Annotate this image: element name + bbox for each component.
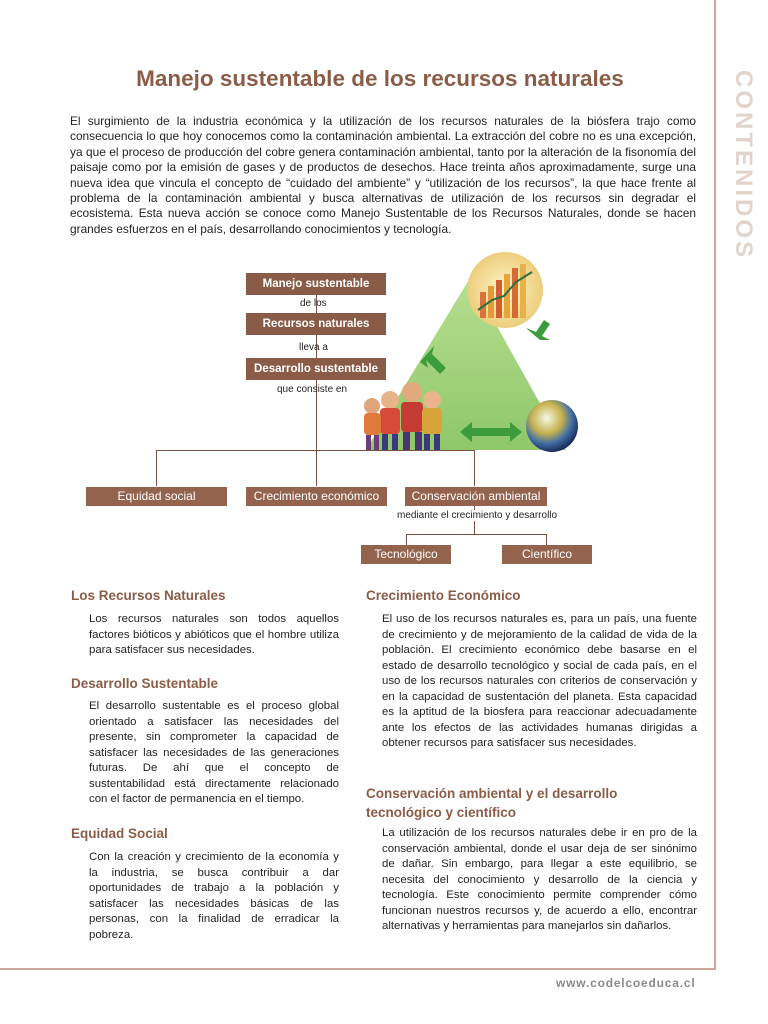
connector-de-los: de los [300, 298, 327, 309]
heading-equidad-social: Equidad Social [71, 826, 168, 841]
globe-icon [526, 400, 578, 452]
box-desarrollo-sustentable: Desarrollo sustentable [246, 358, 386, 380]
connector-mediante: mediante el crecimiento y desarrollo [397, 510, 558, 521]
box-crecimiento-economico: Crecimiento económico [246, 487, 387, 506]
box-cientifico: Científico [502, 545, 592, 564]
text-equidad-social: Con la creación y crecimiento de la economía y la industria, se busca contribuir a dar oportunidades de trabajo a la población y satisfacer las necesidades básicas de las personas, con la finalidad de erradicar la pobreza. [89, 851, 339, 941]
box-equidad-social: Equidad social [86, 487, 227, 506]
branch-tick-2 [316, 450, 317, 486]
heading-crecimiento-economico: Crecimiento Económico [366, 588, 521, 603]
text-recursos-naturales: Los recursos naturales son todos aquellos factores bióticos y abióticos que el hombre utiliza para satisfacer sus necesidades. [89, 613, 339, 656]
text-desarrollo-sustentable: El desarrollo sustentable es el proceso global orientado a satisfacer las necesidades del presente, sin comprometer la capacidad de satisfacer las necesidades de las generaciones futuras. De ahí que el concepto de sustentabilidad está directamente relacionado con el factor de permanencia en el tiempo. [89, 700, 339, 805]
connector-que-consiste-en: que consiste en [277, 384, 348, 395]
sub-tick-1 [406, 534, 407, 545]
box-tecnologico: Tecnológico [361, 545, 451, 564]
page-frame-bottom [0, 968, 716, 970]
heading-conservacion-ambiental: Conservación ambiental y el desarrollo tecnológico y científico [366, 786, 618, 820]
sustainability-triangle-illustration [360, 250, 580, 482]
page-title: Manejo sustentable de los recursos naturales [136, 66, 624, 91]
sub-branch-line [406, 534, 546, 535]
text-conservacion-ambiental: La utilización de los recursos naturales debe ir en pro de la conservación ambiental, donde el usar deja de ser sinónimo de dañar. Sin embargo, para llegar a este equilibrio, se necesita del conocimiento y desarrollo de la ciencia y tecnología. Este conocimiento permite comprender cómo funcionan nuestros recursos y, de acuerdo a ello, encontrar alternativas y herramientas para manejarlos sin dañarlos. [382, 827, 697, 932]
page-frame-right [714, 0, 716, 970]
connector-lleva-a: lleva a [299, 342, 328, 353]
branch-tick-1 [156, 450, 157, 486]
box-conservacion-ambiental: Conservación ambiental [405, 487, 547, 506]
heading-desarrollo-sustentable: Desarrollo Sustentable [71, 676, 219, 691]
intro-paragraph: El surgimiento de la industria económica y la utilización de los recursos naturales de la biósfera trajo como consecuencia lo que hoy conocemos como la contaminación ambiental. La extracción del cobre no es una excepción, ya que el proceso de producción del cobre genera contaminación ambiental, tanto por la alteración de la fisonomía del paisaje como por la emisión de gases y de productos de desechos. Hace treinta años aproximadamente, surge una nueva idea que vincula el concepto de “cuidado del ambiente” y “utilización de los recursos”, la que hace frente al problema de la contaminación ambiental y busca alternativas de utilización de los recursos sin degradar el ecosistema. Esta nueva acción se conoce como Manejo Sustentable de los Recursos Naturales, donde se hacen grandes esfuerzos en el país, desarrollando conocimientos y tecnología. [70, 114, 696, 236]
footer-url: www.codelcoeduca.cl [556, 976, 696, 990]
sub-tick-2 [546, 534, 547, 545]
box-recursos-naturales: Recursos naturales [246, 313, 386, 335]
heading-recursos-naturales: Los Recursos Naturales [71, 588, 226, 603]
box-manejo-sustentable: Manejo sustentable [246, 273, 386, 295]
side-section-label: CONTENIDOS [730, 69, 757, 261]
text-crecimiento-economico: El uso de los recursos naturales es, para un país, una fuente de crecimiento y de mejoramiento de la calidad de vida de la población. El crecimiento económico debe basarse en el estado de desarrollo tecnológico y social de cada país, en el uso de los recursos naturales con criterios de conservación y en la capacidad de sustentación del planeta. Esta capacidad es la aptitud de la biosfera para reaccionar adecuadamente ante los efectos de las actividades humanas dirigidas a obtener recursos para satisfacer sus necesidades. [382, 613, 697, 749]
